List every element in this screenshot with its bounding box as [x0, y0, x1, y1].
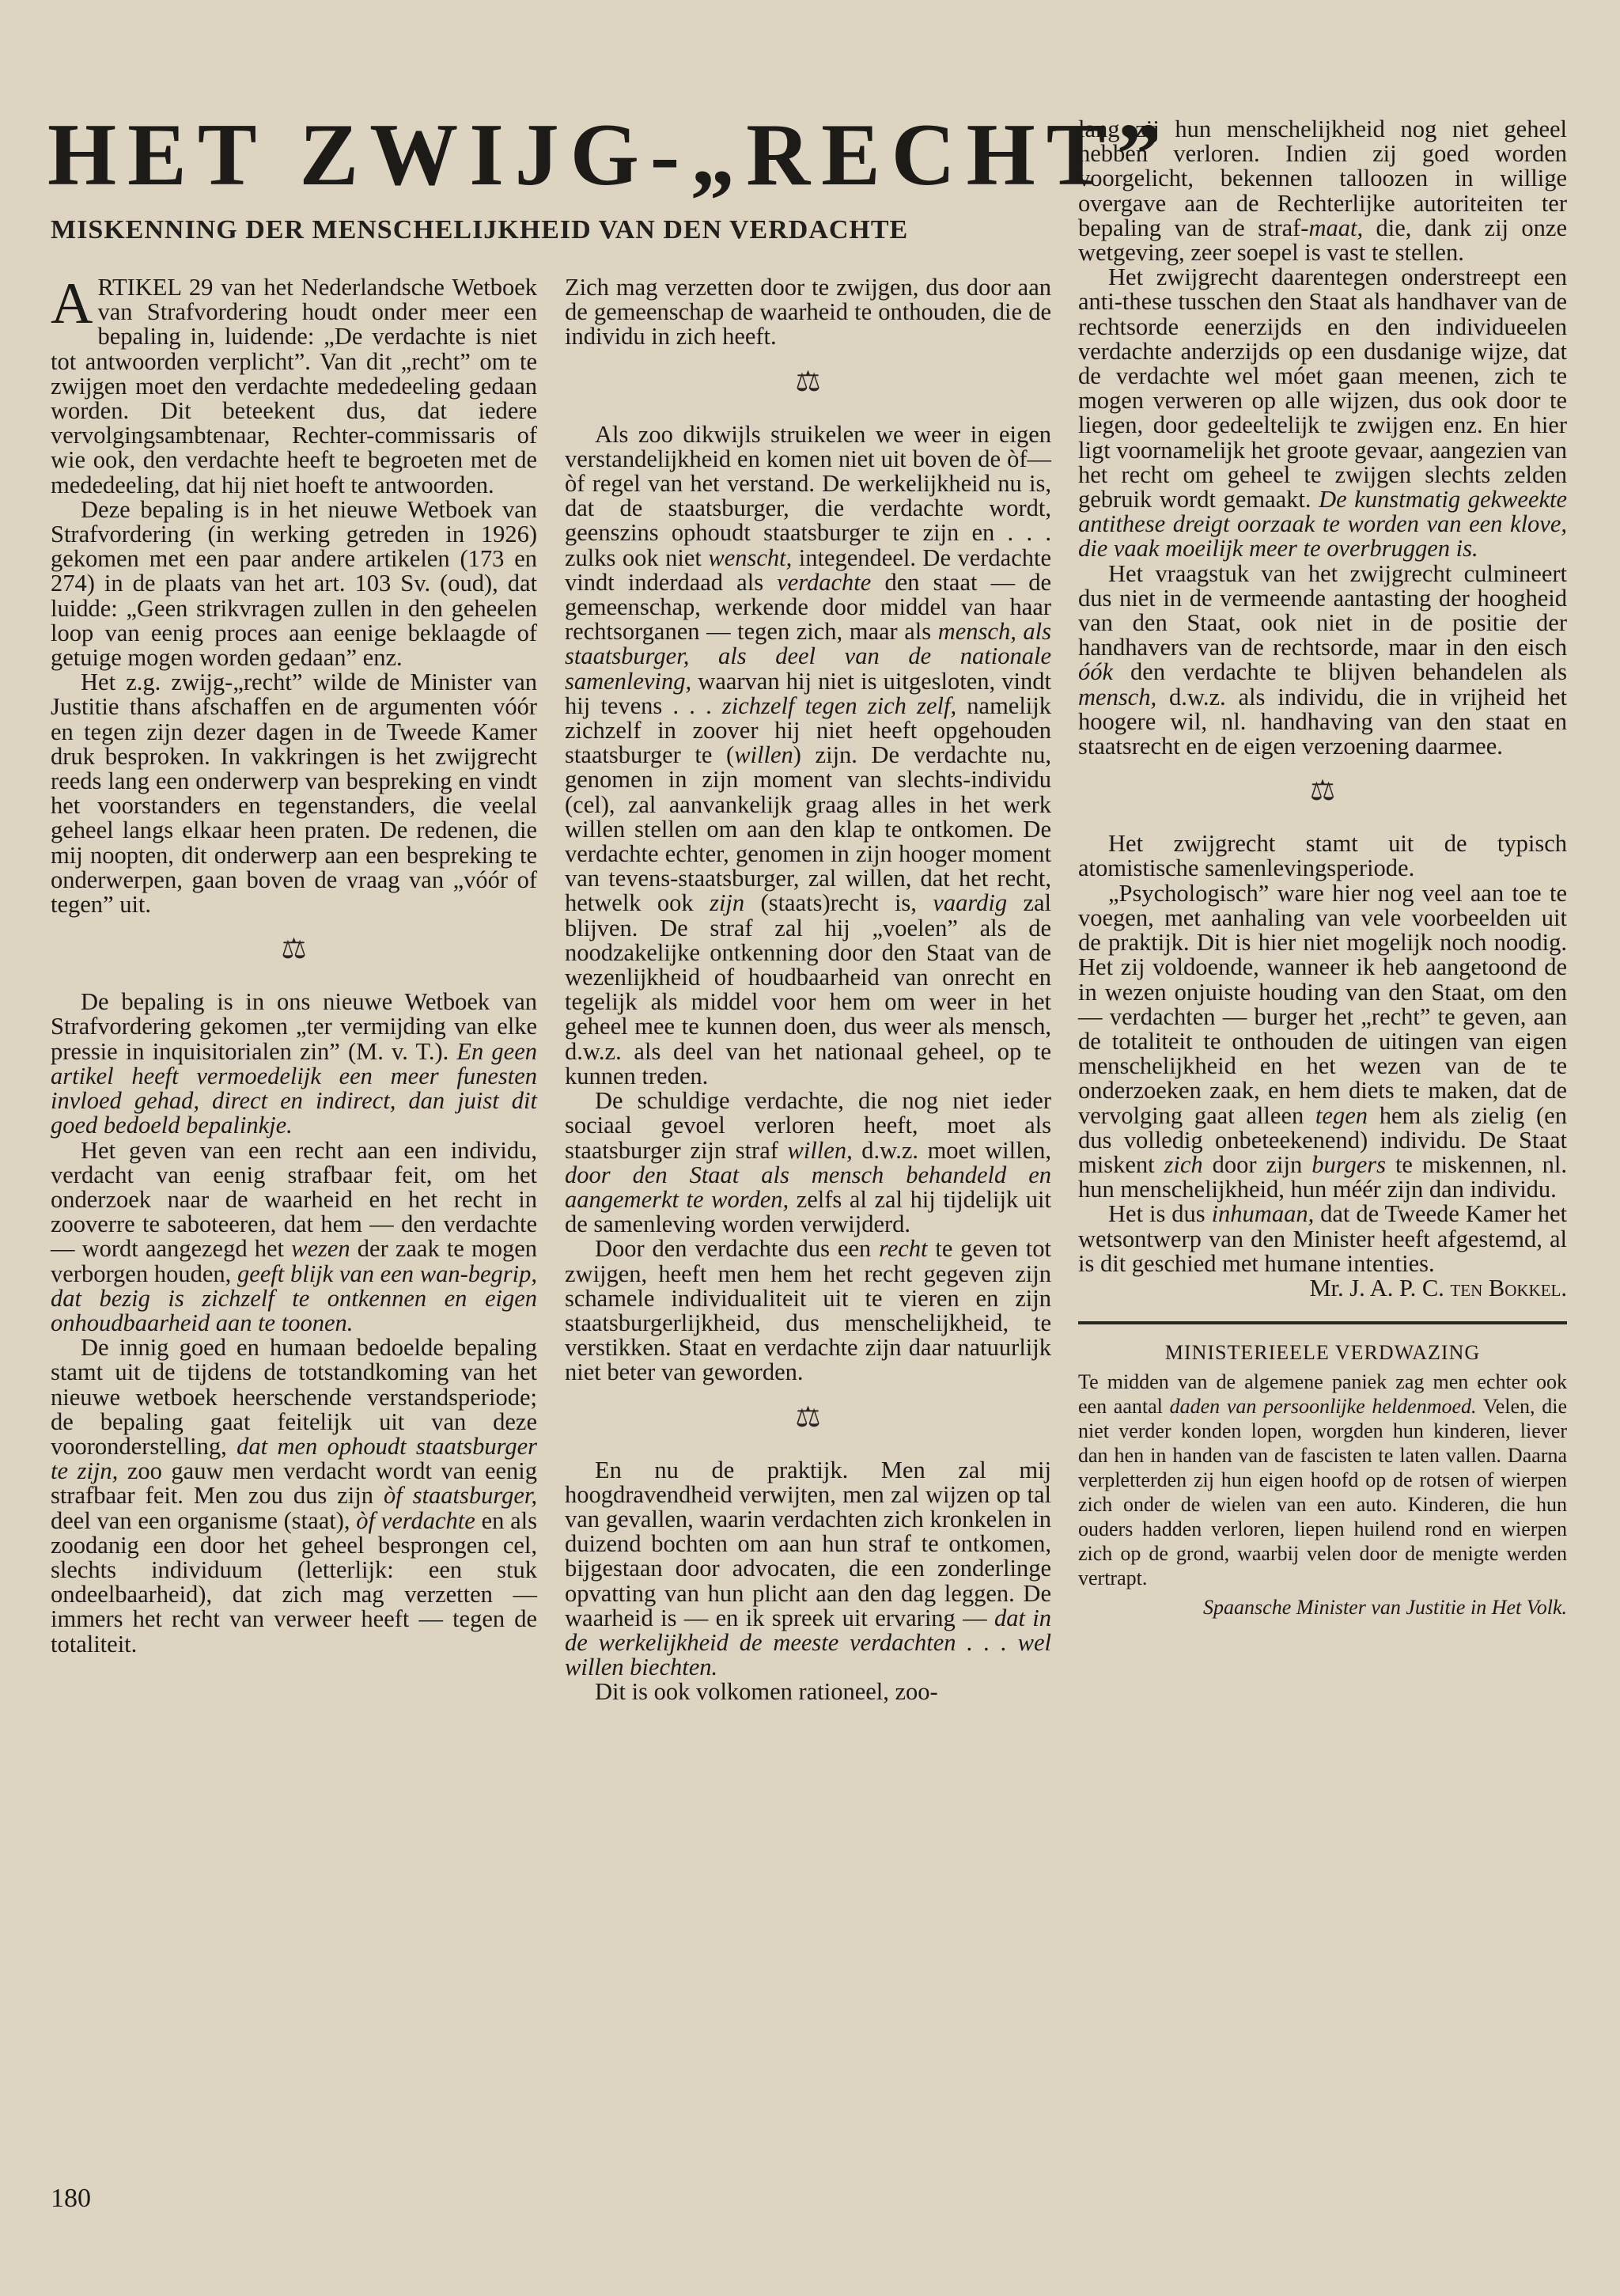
paragraph: De bepaling is in ons nieuwe Wetboek van Strafvordering gekomen „ter vermijding van elke pressie in inquisitorialen zin” (M. v. T.). En geen artikel heeft vermoedelijk een meer funesten invloed gehad, direct en indirect, dan juist dit goed bedoeld bepalinkje.: [51, 988, 537, 1139]
paragraph: Het z.g. zwijg-„recht” wilde de Minister van Justitie thans afschaffen en de argumenten vóór en tegen zijn dezer dagen in de Tweede Kamer druk besproken. In vakkringen is het zwijgrecht reeds lang een onderwerp van bespreking en vindt het voorstanders en tegenstanders, die veelal geheel langs elkaar heen praten. De redenen, die mij noopten, dit onderwerp aan een bespreking te onderwerpen, gaan boven de vraag van „vóór of tegen” uit.: [51, 669, 537, 919]
paragraph: Het zwijgrecht daarentegen onderstreept een anti-these tusschen den Staat als handhaver van de rechtsorde eenerzijds en den individueelen verdachte anderzijds op een dusdanige wijze, dat de verdachte wel móet gaan meenen, zich te mogen verweren op alle wijzen, dus ook door te liegen, door gedeeltelijk te zwijgen enz. En hier ligt voornamelijk het groote gevaar, aangezien van het recht om geheel te zwijgen slechts zelden gebruik wordt gemaakt. De kunstmatig gekweekte antithese dreigt oorzaak te worden van een klove, die vaak moeilijk meer te overbruggen is.: [1078, 263, 1567, 563]
paragraph: Dit is ook volkomen rationeel, zoo-: [595, 1678, 938, 1706]
scales-ornament-icon: ⚖: [795, 1400, 821, 1433]
paragraph: Zich mag verzetten door te zwijgen, dus door aan de gemeenschap de waarheid te onthouden, die de individu in zich heeft.: [565, 274, 1051, 350]
sidebar-box: [1078, 1340, 1567, 1620]
paragraph: Het is dus inhumaan, dat de Tweede Kamer het wetsontwerp van den Minister heeft afgestemd, al is dit geschied met humane intenties.: [1078, 1200, 1567, 1277]
column-2: [565, 275, 1051, 1705]
page-number: 180: [51, 2184, 91, 2213]
paragraph: De schuldige verdachte, die nog niet ieder sociaal gevoel verloren heeft, moet als staatsburger zijn straf willen, d.w.z. moet willen, door den Staat als mensch behandeld en aangemerkt te worden, zelfs al zal hij tijdelijk uit de samenleving worden verwijderd.: [565, 1087, 1052, 1238]
column-1: [51, 271, 537, 1658]
box-text: Te midden van de algemene paniek zag men echter ook een aantal daden van persoonlijke heldenmoed. Velen, die niet verder konden lopen, worgden hun kinderen, liever dan hen in handen van de fascisten te laten vallen. Daarna verpletterden zij hun eigen hoofd op de rotsen of wierpen zich onder de wielen van een auto. Kinderen, die hun ouders hadden verloren, liepen huilend rond en wierpen zich op de grond, waarbij velen door de menigte werden vertrapt.: [1078, 1370, 1568, 1590]
author-signature: Mr. J. A. P. C. ten Bokkel.: [1309, 1274, 1567, 1301]
box-source: Spaansche Minister van Justitie in Het Volk.: [1203, 1596, 1567, 1620]
paragraph: Het vraagstuk van het zwijgrecht culmineert dus niet in de vermeende aantasting der hoogheid van den Staat, ook niet in de positie der handhavers van de rechtsorde, maar in den eisch óók den verdachte te blijven behandelen als mensch, d.w.z. als individu, die in vrijheid het hoogere wil, nl. handhaving van den staat en staatsrecht en de eigen verzoening daarmee.: [1078, 559, 1567, 760]
paragraph: Het geven van een recht aan een individu, verdacht van eenig strafbaar feit, om het onderzoek naar de waarheid en het recht in zooverre te saboteeren, dat hem — den verdachte — wordt aangezegd het wezen der zaak te mogen verborgen houden, geeft blijk van een wan-begrip, dat bezig is zichzelf te ontkennen en eigen onhoudbaarheid aan te toonen.: [51, 1136, 537, 1336]
scales-ornament-icon: ⚖: [281, 933, 307, 965]
paragraph: Deze bepaling is in het nieuwe Wetboek van Strafvordering (in werking getreden in 1926) gekomen met een paar andere artikelen (173 en 274) in de plaats van het art. 103 Sv. (oud), dat luidde: „Geen strikvragen zullen in den geheelen loop van eenig proces aan eenige beklaagde of getuige mogen worden gedaan” enz.: [51, 495, 537, 672]
scales-ornament-icon: ⚖: [1309, 775, 1336, 807]
paragraph: Het zwijgrecht stamt uit de typisch atomistische samenlevingsperiode.: [1078, 830, 1567, 882]
paragraph: De innig goed en humaan bedoelde bepaling stamt uit de tijdens de totstandkoming van het nieuwe wetboek heerschende verstandsperiode; de bepaling gaat feitelijk uit van deze vooronderstelling, dat men ophoudt staatsburger te zijn, zoo gauw men verdacht wordt van eenig strafbaar feit. Men zou dus zijn òf staatsburger, deel van een organisme (staat), òf verdachte en als zoodanig een door het geheel besprongen cel, slechts individuum (letterlijk: een stuk ondeelbaarheid), dat zich mag verzetten — immers het recht van verweer heeft — tegen de totaliteit.: [51, 1334, 537, 1658]
drop-cap: A: [51, 271, 93, 336]
article-subtitle: MISKENNING DER MENSCHELIJKHEID VAN DEN VERDACHTE: [51, 215, 909, 244]
column-3: [1078, 117, 1567, 1620]
scales-ornament-icon: ⚖: [795, 365, 821, 397]
paragraph: En nu de praktijk. Men zal mij hoogdravendheid verwijten, men zal wijzen op tal van gevallen, waarin verdachten zich kronkelen in duizend bochten om aan hun straf te ontkomen, bijgestaan door advocaten, die een zonderlinge opvatting van hun plicht aan den dag leggen. De waarheid is — en ik spreek uit ervaring — dat in de werkelijkheid de meeste verdachten . . . wel willen biechten.: [565, 1456, 1051, 1681]
article-title: HET ZWIJG-„RECHT”: [47, 106, 1172, 204]
paragraph: „Psychologisch” ware hier nog veel aan toe te voegen, met aanhaling van vele voorbeelden uit de praktijk. Dit is hier niet mogelijk noch noodig. Het zij voldoende, wanneer ik heb aangetoond de in wezen onjuiste houding van den Staat, om den — verdachten — burger het „recht” te geven, aan de totaliteit te onthouden de uitingen van eigen menschelijkheid en het wezen van de te onderzoeken zaak, en hem diets te maken, dat de vervolging gaat alleen tegen hem als zielig (en dus volledig onbeteekenend) individu. De Staat miskent zich door zijn burgers te miskennen, nl. hun menschelijkheid, hun méér zijn dan individu.: [1078, 879, 1567, 1203]
paragraph: lang zij hun menschelijkheid nog niet geheel hebben verloren. Indien zij goed worden voorgelicht, bekennen talloozen in willige overgave aan de Rechterlijke autoriteiten ter bepaling van de straf-maat, die, dank zij onze wetgeving, zeer soepel is vast te stellen.: [1078, 116, 1568, 267]
paragraph: Door den verdachte dus een recht te geven tot zwijgen, heeft men hem het recht gegeven zijn schamele individualiteit uit te vieren en zijn staatsburgerlijkheid, dus menschelijkheid, te verstikken. Staat en verdachte zijn daar natuurlijk niet beter van geworden.: [565, 1235, 1051, 1386]
paragraph: Als zoo dikwijls struikelen we weer in eigen verstandelijkheid en komen niet uit boven de òf—òf regel van het verstand. De werkelijkheid nu is, dat de staatsburger, die verdachte wordt, geenszins ophoudt staatsburger te zijn en . . . zulks ook niet wenscht, integendeel. De verdachte vindt inderdaad als verdachte den staat — de gemeenschap, werkende door middel van haar rechtsorganen — tegen zich, maar als mensch, als staatsburger, als deel van de nationale samenleving, waarvan hij niet is uitgesloten, vindt hij tevens . . . zichzelf tegen zich zelf, namelijk zichzelf in zoover hij niet heeft opgehouden staatsburger te (willen) zijn. De verdachte nu, genomen in zijn moment van slechts-individu (cel), zal aanvankelijk graag alles in het werk willen stellen om aan den klap te ontkomen. De verdachte echter, genomen in zijn hooger moment van tevens-staatsburger, zal willen, dat het recht, hetwelk ook zijn (staats)recht is, vaardig zal blijven. De straf zal hij „voelen” als de noodzakelijke ontkenning door den Staat van de wezenlijkheid of houdbaarheid van onrecht en tegelijk als middel voor hem om weer in het geheel mee te kunnen doen, dus weer als mensch, d.w.z. als deel van het nationaal geheel, op te kunnen treden.: [565, 420, 1052, 1089]
box-title: MINISTERIEELE VERDWAZING: [1164, 1341, 1481, 1365]
divider: [1078, 1321, 1567, 1324]
paragraph: ARTIKEL 29 van het Nederlandsche Wetboek van Strafvordering houdt onder meer een bepaling in, luidende: „De verdachte is niet tot antwoorden verplicht”. Van dit „recht” om te zwijgen moet den verdachte mededeeling gedaan worden. Dit beteekent dus, dat iedere vervolgingsambtenaar, Rechter-commissaris of wie ook, den verdachte heeft te begroeten met de mededeeling, dat hij niet hoeft te antwoorden.: [51, 271, 537, 498]
